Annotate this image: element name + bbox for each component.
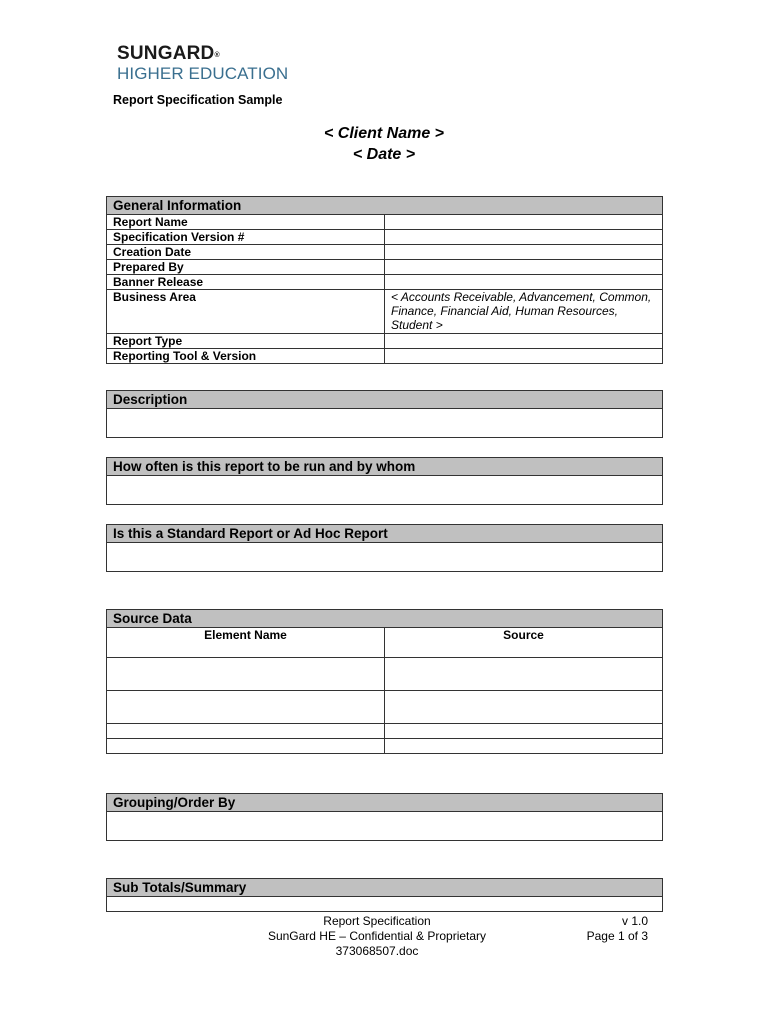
footer-title: Report Specification bbox=[323, 914, 431, 928]
source-column-header: Source bbox=[385, 628, 663, 658]
source-data-header: Source Data bbox=[107, 610, 663, 628]
description-field[interactable] bbox=[107, 409, 663, 438]
logo-subtitle: HIGHER EDUCATION bbox=[117, 64, 289, 83]
grouping-field[interactable] bbox=[107, 812, 663, 841]
table-row: Reporting Tool & Version bbox=[107, 349, 663, 364]
element-name-column-header: Element Name bbox=[107, 628, 385, 658]
footer-confidential: SunGard HE – Confidential & Proprietary bbox=[267, 929, 487, 943]
footer-center bbox=[250, 914, 504, 959]
general-information-header: General Information bbox=[107, 197, 663, 215]
subtotals-field[interactable] bbox=[107, 897, 663, 912]
source-data-table bbox=[106, 609, 663, 754]
date-placeholder: < Date > bbox=[352, 146, 416, 163]
frequency-table bbox=[106, 457, 663, 505]
client-name-placeholder: < Client Name > bbox=[323, 125, 445, 142]
table-row: Creation Date bbox=[107, 245, 663, 260]
subtotals-header: Sub Totals/Summary bbox=[107, 879, 663, 897]
table-row: Specification Version # bbox=[107, 230, 663, 245]
table-row: Prepared By bbox=[107, 260, 663, 275]
description-table bbox=[106, 390, 663, 438]
table-row: Business Area < Accounts Receivable, Advancement, Common, Finance, Financial Aid, Human Resources, Student > bbox=[107, 290, 663, 334]
subtotals-table bbox=[106, 878, 663, 912]
document-label: Report Specification Sample bbox=[113, 93, 283, 107]
frequency-header: How often is this report to be run and by whom bbox=[107, 458, 663, 476]
footer-version: v 1.0 bbox=[621, 914, 648, 928]
report-kind-table bbox=[106, 524, 663, 572]
table-row bbox=[107, 724, 663, 739]
report-kind-field[interactable] bbox=[107, 543, 663, 572]
logo-wordmark: SUNGARD® bbox=[117, 43, 220, 64]
footer-right bbox=[560, 914, 648, 944]
table-row: Report Name bbox=[107, 215, 663, 230]
footer-page-number: Page 1 of 3 bbox=[586, 929, 648, 943]
footer-filename: 373068507.doc bbox=[335, 944, 419, 958]
description-header: Description bbox=[107, 391, 663, 409]
table-row: Report Type bbox=[107, 334, 663, 349]
report-kind-header: Is this a Standard Report or Ad Hoc Report bbox=[107, 525, 663, 543]
table-row bbox=[107, 739, 663, 754]
sungard-logo bbox=[117, 44, 288, 83]
grouping-header: Grouping/Order By bbox=[107, 794, 663, 812]
table-row bbox=[107, 658, 663, 691]
frequency-field[interactable] bbox=[107, 476, 663, 505]
grouping-table bbox=[106, 793, 663, 841]
table-row: Banner Release bbox=[107, 275, 663, 290]
business-area-value[interactable]: < Accounts Receivable, Advancement, Common, Finance, Financial Aid, Human Resources, Student > bbox=[385, 290, 663, 334]
general-information-table bbox=[106, 196, 663, 364]
table-row bbox=[107, 691, 663, 724]
